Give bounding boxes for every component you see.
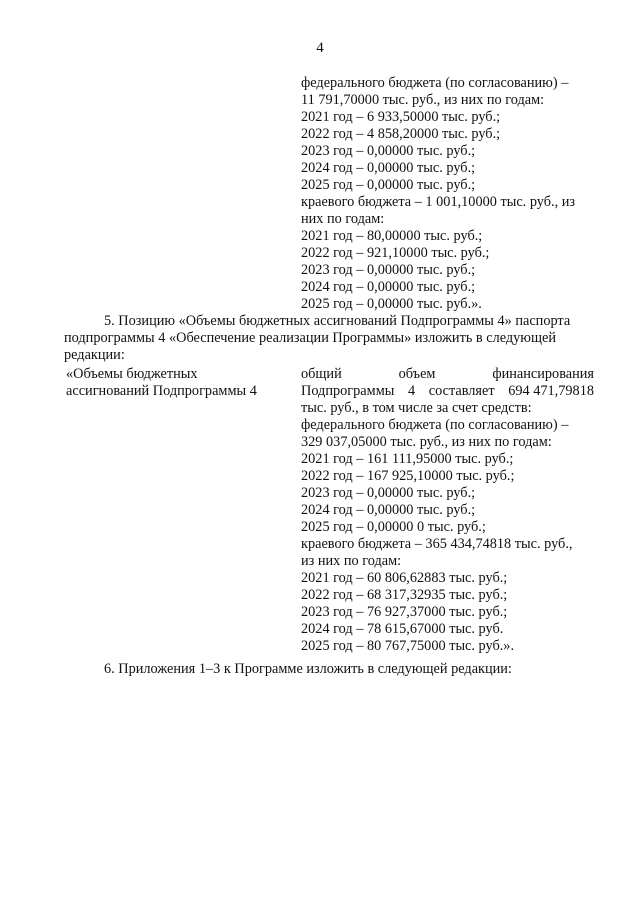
word: 4: [407, 383, 416, 399]
paragraph-5-line-2: подпрограммы 4 «Обеспечение реализации Программы» изложить в следующей: [64, 330, 556, 346]
text-line: 2025 год – 0,00000 тыс. руб.».: [301, 296, 482, 312]
paragraph-5-line-1: [104, 313, 608, 330]
left-cell-line-2: ассигнований Подпрограммы 4: [66, 383, 257, 399]
text-line: 2023 год – 0,00000 тыс. руб.;: [301, 143, 476, 159]
right-cell-justified-line-1: [301, 366, 594, 383]
text-line: 2021 год – 80,00000 тыс. руб.;: [301, 228, 483, 244]
text-line: 2024 год – 78 615,67000 тыс. руб.: [301, 621, 504, 637]
text-line: 2023 год – 0,00000 тыс. руб.;: [301, 262, 476, 278]
text-line: 2023 год – 0,00000 тыс. руб.;: [301, 485, 476, 501]
text-line: 2025 год – 0,00000 0 тыс. руб.;: [301, 519, 486, 535]
text-line: федерального бюджета (по согласованию) –: [301, 417, 569, 433]
paragraph-5-line-1-text: 5. Позицию «Объемы бюджетных ассигнований Подпрограммы 4» паспорта: [104, 313, 571, 329]
text-line: 2023 год – 76 927,37000 тыс. руб.;: [301, 604, 508, 620]
word: финансирования: [492, 366, 594, 382]
text-line: 2022 год – 167 925,10000 тыс. руб.;: [301, 468, 515, 484]
text-line: 2021 год – 161 111,95000 тыс. руб.;: [301, 451, 514, 467]
paragraph-5-line-3: редакции:: [64, 347, 125, 363]
text-line: тыс. руб., в том числе за счет средств:: [301, 400, 532, 416]
word: объем: [398, 366, 436, 382]
word: Подпрограммы: [301, 383, 395, 399]
word: общий: [301, 366, 342, 382]
text-line: краевого бюджета – 365 434,74818 тыс. руб.,: [301, 536, 573, 552]
text-line: 2025 год – 0,00000 тыс. руб.;: [301, 177, 476, 193]
text-line: краевого бюджета – 1 001,10000 тыс. руб., из: [301, 194, 576, 210]
text-line: федерального бюджета (по согласованию) –: [301, 75, 569, 91]
paragraph-6: 6. Приложения 1–3 к Программе изложить в следующей редакции:: [104, 661, 512, 677]
text-line: 2022 год – 4 858,20000 тыс. руб.;: [301, 126, 501, 142]
text-line: 2022 год – 921,10000 тыс. руб.;: [301, 245, 490, 261]
text-line: 2024 год – 0,00000 тыс. руб.;: [301, 279, 476, 295]
text-line: из них по годам:: [301, 553, 402, 569]
text-line: 11 791,70000 тыс. руб., из них по годам:: [301, 92, 545, 108]
text-line: 2025 год – 80 767,75000 тыс. руб.».: [301, 638, 515, 654]
text-line: 2022 год – 68 317,32935 тыс. руб.;: [301, 587, 508, 603]
text-line: 2024 год – 0,00000 тыс. руб.;: [301, 502, 476, 518]
right-cell-justified-line-2: [301, 383, 594, 400]
text-line: 2021 год – 60 806,62883 тыс. руб.;: [301, 570, 508, 586]
left-cell-line-1: «Объемы бюджетных: [66, 366, 198, 382]
text-line: 2021 год – 6 933,50000 тыс. руб.;: [301, 109, 501, 125]
text-line: них по годам:: [301, 211, 385, 227]
page-number: 4: [316, 40, 324, 56]
text-line: 2024 год – 0,00000 тыс. руб.;: [301, 160, 476, 176]
text-line: 329 037,05000 тыс. руб., из них по годам:: [301, 434, 552, 450]
word: составляет: [428, 383, 495, 399]
word: 694 471,79818: [508, 383, 594, 399]
